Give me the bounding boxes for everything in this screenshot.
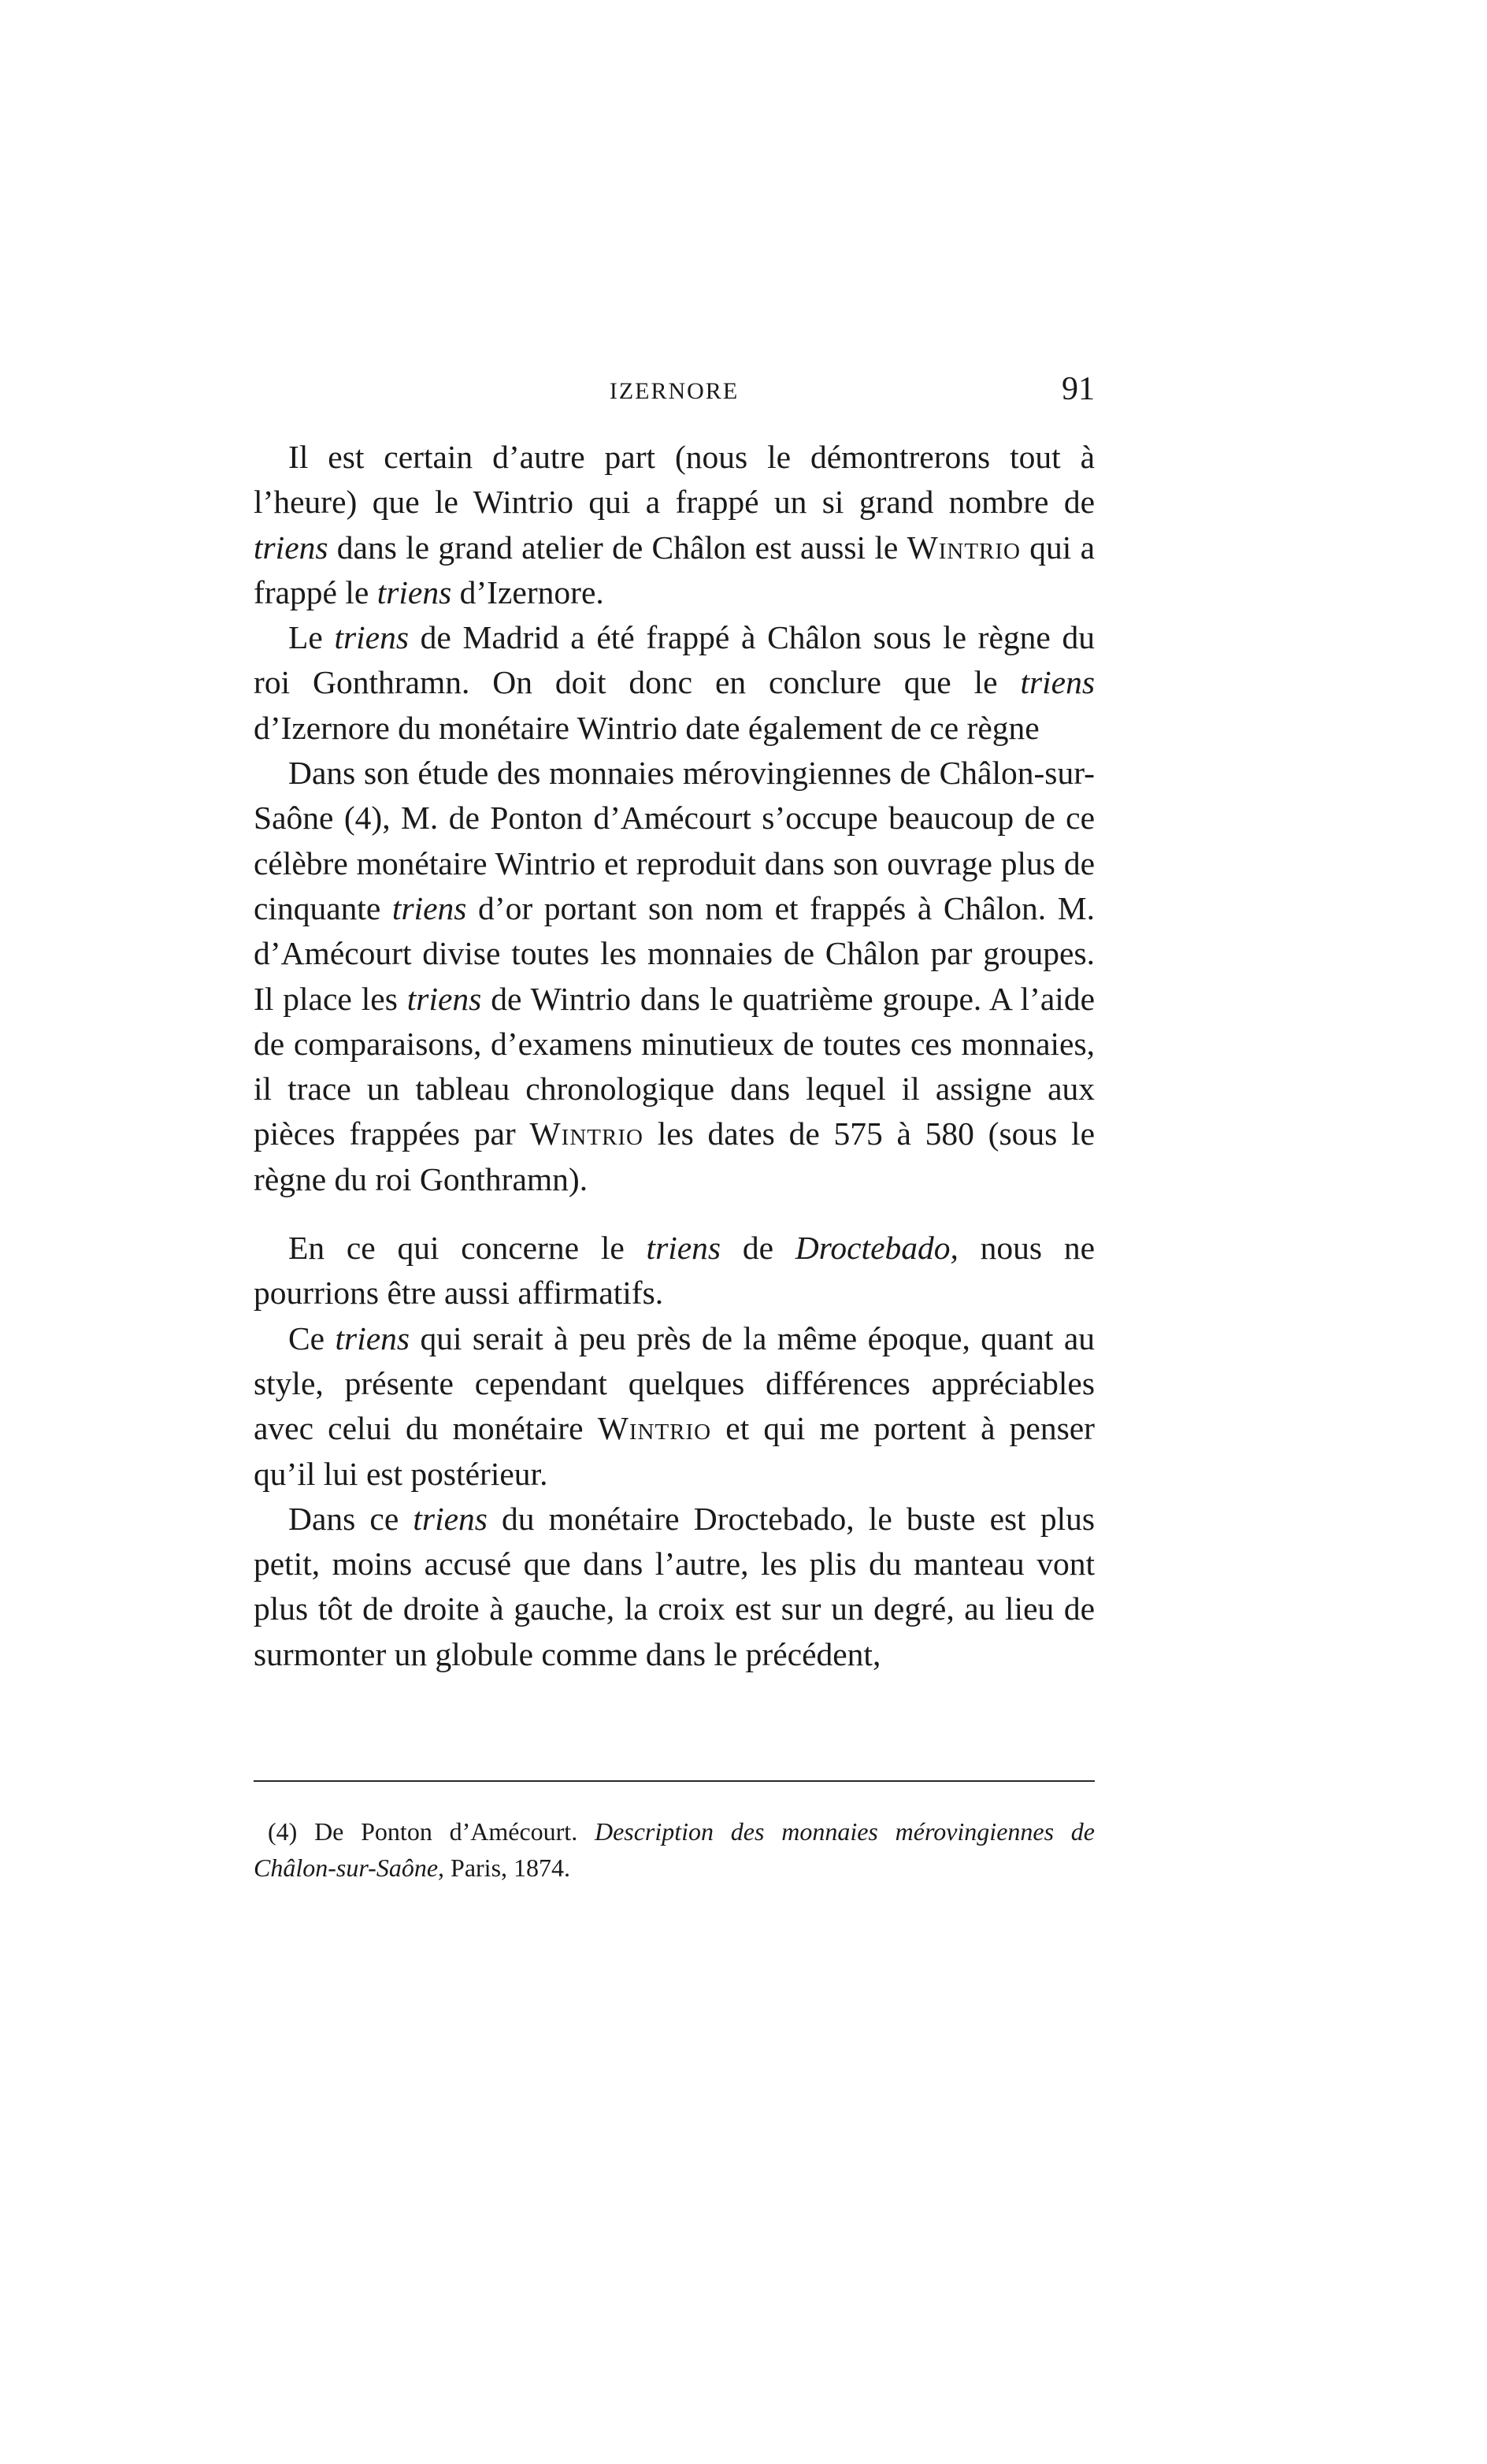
text-run: Ce (288, 1319, 336, 1356)
text-run: qui serait à peu près de la même époque, quant au style, présente cependant quelques différences appréciables avec celui du monétaire (254, 1319, 1095, 1447)
footnote-4 (254, 1813, 1095, 1886)
text-run: de (721, 1230, 795, 1267)
italic-term: triens (413, 1500, 488, 1537)
body-text (254, 435, 1095, 1677)
paragraph-3 (254, 751, 1095, 1202)
text-run: Le (288, 619, 335, 656)
text-run: du monétaire Droctebado, le buste est plus petit, moins accusé que dans l’autre, les plis du manteau vont plus tôt de droite à gauche, la croix est sur un degré, au lieu de surmonter un globule comme dans le précédent, (254, 1500, 1095, 1672)
text-run: Dans son étude des monnaies mérovingiennes de Châlon-sur-Saône (4), M. de Ponton d’Amécourt s’occupe beaucoup de ce célèbre monétaire Wintrio et reproduit dans son ouvrage plus de cinquante (254, 755, 1095, 926)
paragraph-1 (254, 435, 1095, 615)
text-run: nous ne pourrions être aussi affirmatifs. (254, 1230, 1095, 1312)
text-run: les dates de 575 à 580 (sous le règne du roi Gonthramn). (254, 1115, 1096, 1197)
text-run: de Wintrio dans le quatrième groupe. A l’aide de comparaisons, d’examens minutieux de toutes ces monnaies, il trace un tableau chronologique dans lequel il assigne aux pièces frappées par (254, 980, 1095, 1152)
italic-term: triens (335, 1319, 410, 1356)
italic-term: triens (376, 573, 452, 610)
paragraph-5 (254, 1316, 1095, 1497)
footnote (254, 1813, 1095, 1886)
paragraph-6 (254, 1497, 1095, 1677)
italic-term: triens (646, 1230, 721, 1267)
text-run: d’Izernore. (451, 573, 604, 610)
page-number: 91 (1062, 371, 1095, 407)
text-run: et qui me portent à penser qu’il lui est postérieur. (254, 1410, 1095, 1492)
text-run: En ce qui concerne le (288, 1230, 647, 1267)
italic-title: Description des monnaies mérovingiennes de Châlon-sur-Saône, (254, 1817, 1096, 1882)
text-run: dans le grand atelier de Châlon est aussi le (328, 529, 907, 566)
italic-term: triens (254, 529, 328, 566)
text-run: qui a frappé le (254, 529, 1095, 610)
italic-term: triens (334, 619, 409, 656)
small-caps-name: Wintrio (529, 1115, 643, 1152)
running-title: IZERNORE (609, 378, 740, 404)
footnote-divider (254, 1780, 1095, 1782)
text-run: (4) De Ponton d’Amécourt. (268, 1817, 595, 1846)
text-run: Dans ce (288, 1500, 413, 1537)
page-header (254, 370, 1095, 417)
italic-term: triens (1020, 664, 1095, 701)
small-caps-name: Wintrio (597, 1410, 712, 1447)
text-run: d’or portant son nom et frappés à Châlon. M. d’Amécourt divise toutes les monnaies de Châlon par groupes. Il place les (254, 889, 1095, 1017)
text-run: Paris, 1874. (444, 1854, 571, 1882)
text-run: de Madrid a été frappé à Châlon sous le règne du roi Gonthramn. On doit donc en conclure que le (254, 619, 1095, 701)
text-run: Il est certain d’autre part (nous le démontrerons tout à l’heure) que le Wintrio qui a frappé un si grand nombre de (254, 439, 1095, 521)
italic-name: Droctebado, (795, 1230, 959, 1267)
italic-term: triens (406, 980, 482, 1017)
paragraph-2 (254, 615, 1095, 751)
italic-term: triens (391, 889, 467, 926)
paragraph-4 (254, 1226, 1095, 1316)
text-run: d’Izernore du monétaire Wintrio date également de ce règne (254, 709, 1040, 746)
small-caps-name: Wintrio (907, 529, 1021, 566)
